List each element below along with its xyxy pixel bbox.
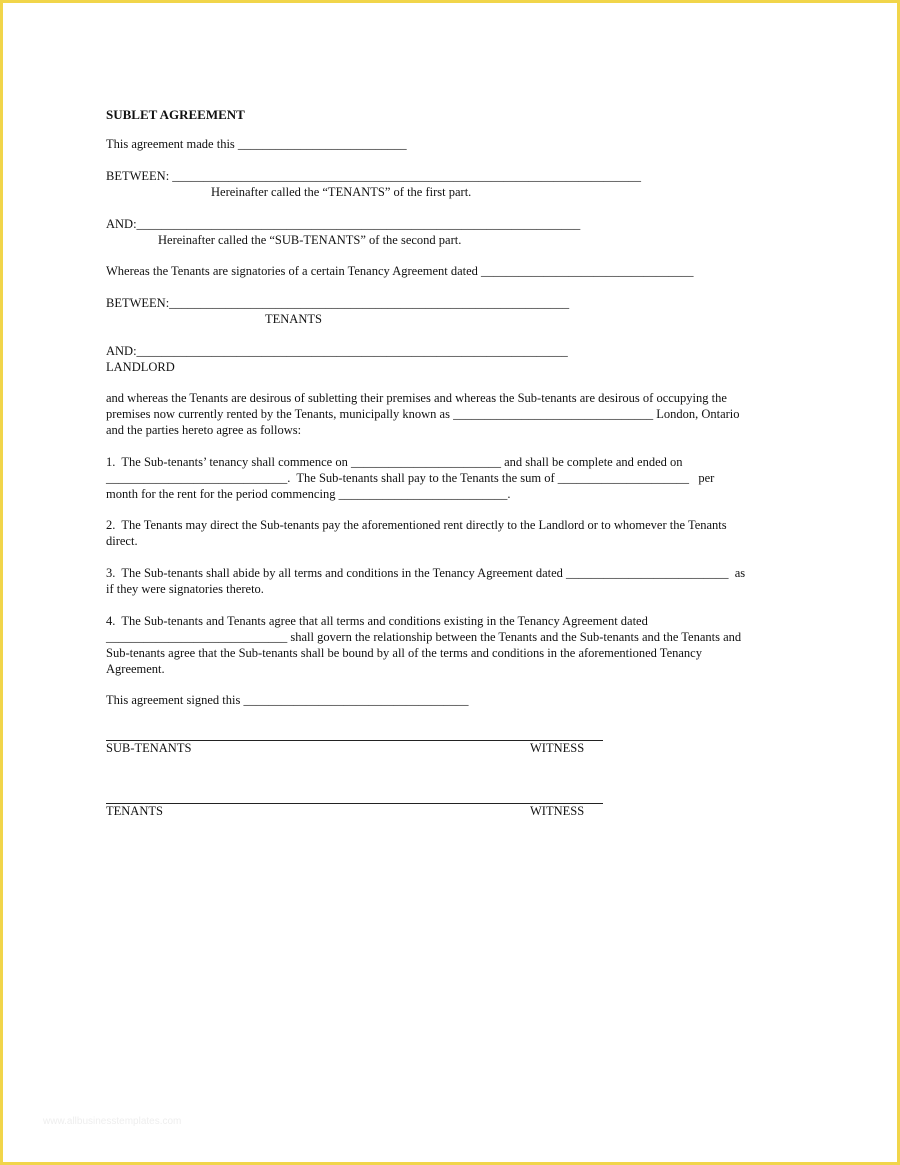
clause-1-line-1: 1. The Sub-tenants’ tenancy shall commence on ________________________ and shall be complete and ended on bbox=[106, 455, 683, 469]
clause-1-line-3: month for the rent for the period commencing ___________________________. bbox=[106, 487, 511, 501]
and-second-line: AND:_____________________________________________________________________ bbox=[106, 344, 568, 358]
landlord-label: LANDLORD bbox=[106, 360, 175, 374]
clause-4-line-1: 4. The Sub-tenants and Tenants agree that all terms and conditions existing in the Tenancy Agreement dated bbox=[106, 614, 648, 628]
and-first-line: AND:_______________________________________________________________________ bbox=[106, 217, 581, 231]
clause-3-line-2: if they were signatories thereto. bbox=[106, 582, 264, 596]
sub-tenants-signature-label: SUB-TENANTS bbox=[106, 741, 192, 755]
witness-signature-label-1: WITNESS bbox=[530, 741, 585, 755]
tenants-label: TENANTS bbox=[265, 312, 322, 326]
clause-4-line-2: _____________________________ shall govern the relationship between the Tenants and the Sub-tenants and the Tenants and bbox=[106, 630, 742, 644]
between-second-line: BETWEEN:________________________________________________________________ bbox=[106, 296, 570, 310]
clause-2-line-1: 2. The Tenants may direct the Sub-tenants pay the aforementioned rent directly to the Landlord or to whomever the Tenants bbox=[106, 518, 727, 532]
whereas-para-line-1: and whereas the Tenants are desirous of subletting their premises and whereas the Sub-tenants are desirous of occupying the bbox=[106, 391, 727, 405]
made-this-line: This agreement made this ___________________________ bbox=[106, 137, 407, 151]
tenants-caption: Hereinafter called the “TENANTS” of the first part. bbox=[211, 185, 472, 199]
clause-1-line-2: _____________________________. The Sub-tenants shall pay to the Tenants the sum of _____________________ per bbox=[106, 471, 715, 485]
witness-signature-label-2: WITNESS bbox=[530, 804, 585, 818]
whereas-para-line-3: and the parties hereto agree as follows: bbox=[106, 423, 302, 437]
watermark: www.allbusinesstemplates.com bbox=[43, 1116, 182, 1127]
subtenants-caption: Hereinafter called the “SUB-TENANTS” of the second part. bbox=[158, 233, 462, 247]
clause-3-line-1: 3. The Sub-tenants shall abide by all terms and conditions in the Tenancy Agreement dated __________________________ as bbox=[106, 566, 746, 580]
between-first-line: BETWEEN: ___________________________________________________________________________ bbox=[106, 169, 642, 183]
document-title: SUBLET AGREEMENT bbox=[106, 107, 245, 122]
tenants-signature-label: TENANTS bbox=[106, 804, 163, 818]
clause-2-line-2: direct. bbox=[106, 534, 138, 548]
whereas-dated-line: Whereas the Tenants are signatories of a certain Tenancy Agreement dated __________________________________ bbox=[106, 264, 694, 278]
whereas-para-line-2: premises now currently rented by the Tenants, municipally known as ________________________________ London, Ontario bbox=[106, 407, 740, 421]
clause-4-line-4: Agreement. bbox=[106, 662, 165, 676]
tenants-signature-line bbox=[106, 803, 603, 804]
signed-this-line: This agreement signed this ____________________________________ bbox=[106, 693, 469, 707]
clause-4-line-3: Sub-tenants agree that the Sub-tenants shall be bound by all of the terms and conditions in the aforementioned Tenancy bbox=[106, 646, 702, 660]
